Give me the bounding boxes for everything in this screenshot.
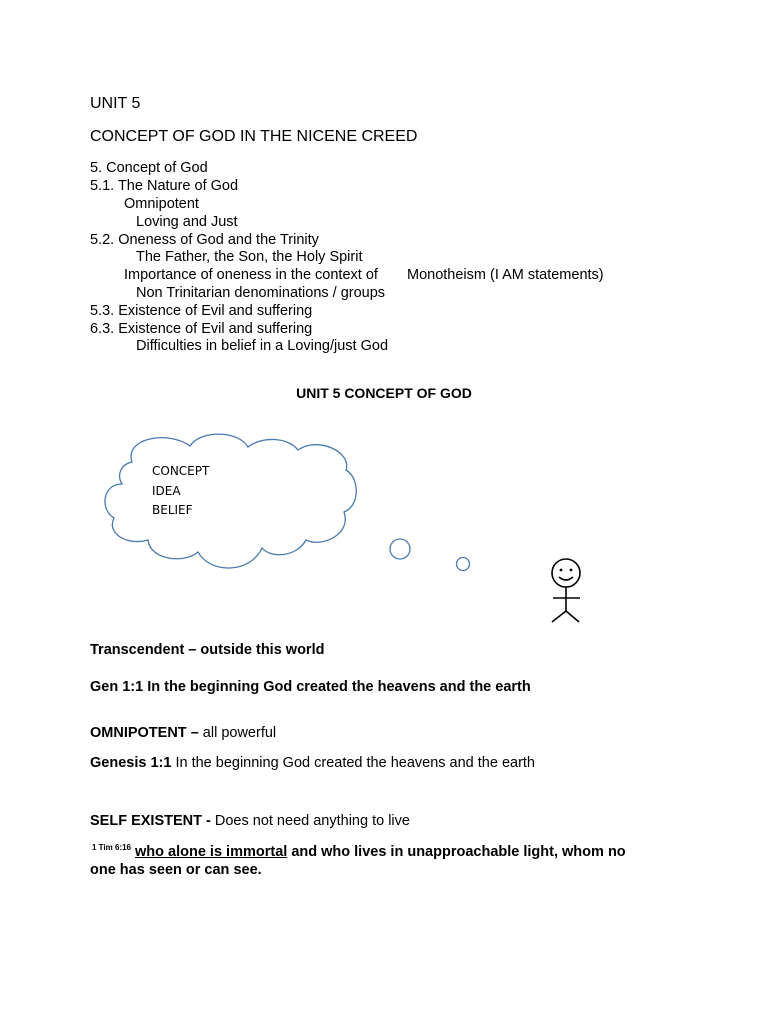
section-heading: UNIT 5 CONCEPT OF GOD [296, 385, 472, 401]
self-existent-term: SELF EXISTENT - [90, 813, 211, 829]
toc-item: Difficulties in belief in a Loving/just God [136, 338, 389, 354]
toc-item: 5.2. Oneness of God and the Trinity [90, 232, 319, 248]
tim-underlined: who alone is immortal [135, 844, 288, 860]
toc-item: Loving and Just [136, 214, 238, 230]
toc-item: Monotheism (I AM statements) [407, 267, 604, 283]
toc-item: Non Trinitarian denominations / groups [136, 285, 386, 301]
self-existent-definition [90, 813, 410, 829]
toc-item: Omnipotent [124, 196, 199, 212]
genesis-verse [90, 755, 535, 771]
omnipotent-definition [90, 725, 276, 741]
toc-item: The Father, the Son, the Holy Spirit [136, 249, 363, 265]
thought-bubble-small [457, 558, 470, 571]
omnipotent-term: OMNIPOTENT – [90, 725, 199, 741]
genesis-ref: Genesis 1:1 [90, 755, 172, 771]
thought-cloud [105, 434, 356, 568]
thought-bubble-large [390, 539, 410, 559]
document-title: CONCEPT OF GOD IN THE NICENE CREED [90, 128, 418, 145]
stick-figure-icon [552, 559, 580, 622]
tim-ref: 1 Tim 6:16 [92, 843, 131, 852]
toc-item: 5.3. Existence of Evil and suffering [90, 303, 313, 319]
gen-quote: Gen 1:1 In the beginning God created the heavens and the earth [90, 679, 531, 695]
cloud-word: CONCEPT [152, 464, 210, 478]
toc-item: 5. Concept of God [90, 160, 208, 176]
unit-label: UNIT 5 [90, 95, 141, 112]
tim-verse [92, 843, 626, 860]
toc-item: 5.1. The Nature of God [90, 178, 239, 194]
omnipotent-desc: all powerful [198, 725, 277, 741]
genesis-text: In the beginning God created the heavens and the earth [171, 755, 535, 771]
tim-verse-line2: one has seen or can see. [90, 862, 262, 878]
cloud-word: IDEA [152, 483, 181, 498]
transcendent-definition: Transcendent – outside this world [90, 642, 325, 658]
cloud-word: BELIEF [152, 503, 193, 517]
toc-item: Importance of oneness in the context of [124, 267, 378, 283]
toc-item: 6.3. Existence of Evil and suffering [90, 321, 313, 337]
cloud-words [152, 462, 209, 521]
tim-rest: and who lives in unapproachable light, whom no [287, 844, 626, 860]
self-existent-desc: Does not need anything to live [210, 813, 410, 829]
